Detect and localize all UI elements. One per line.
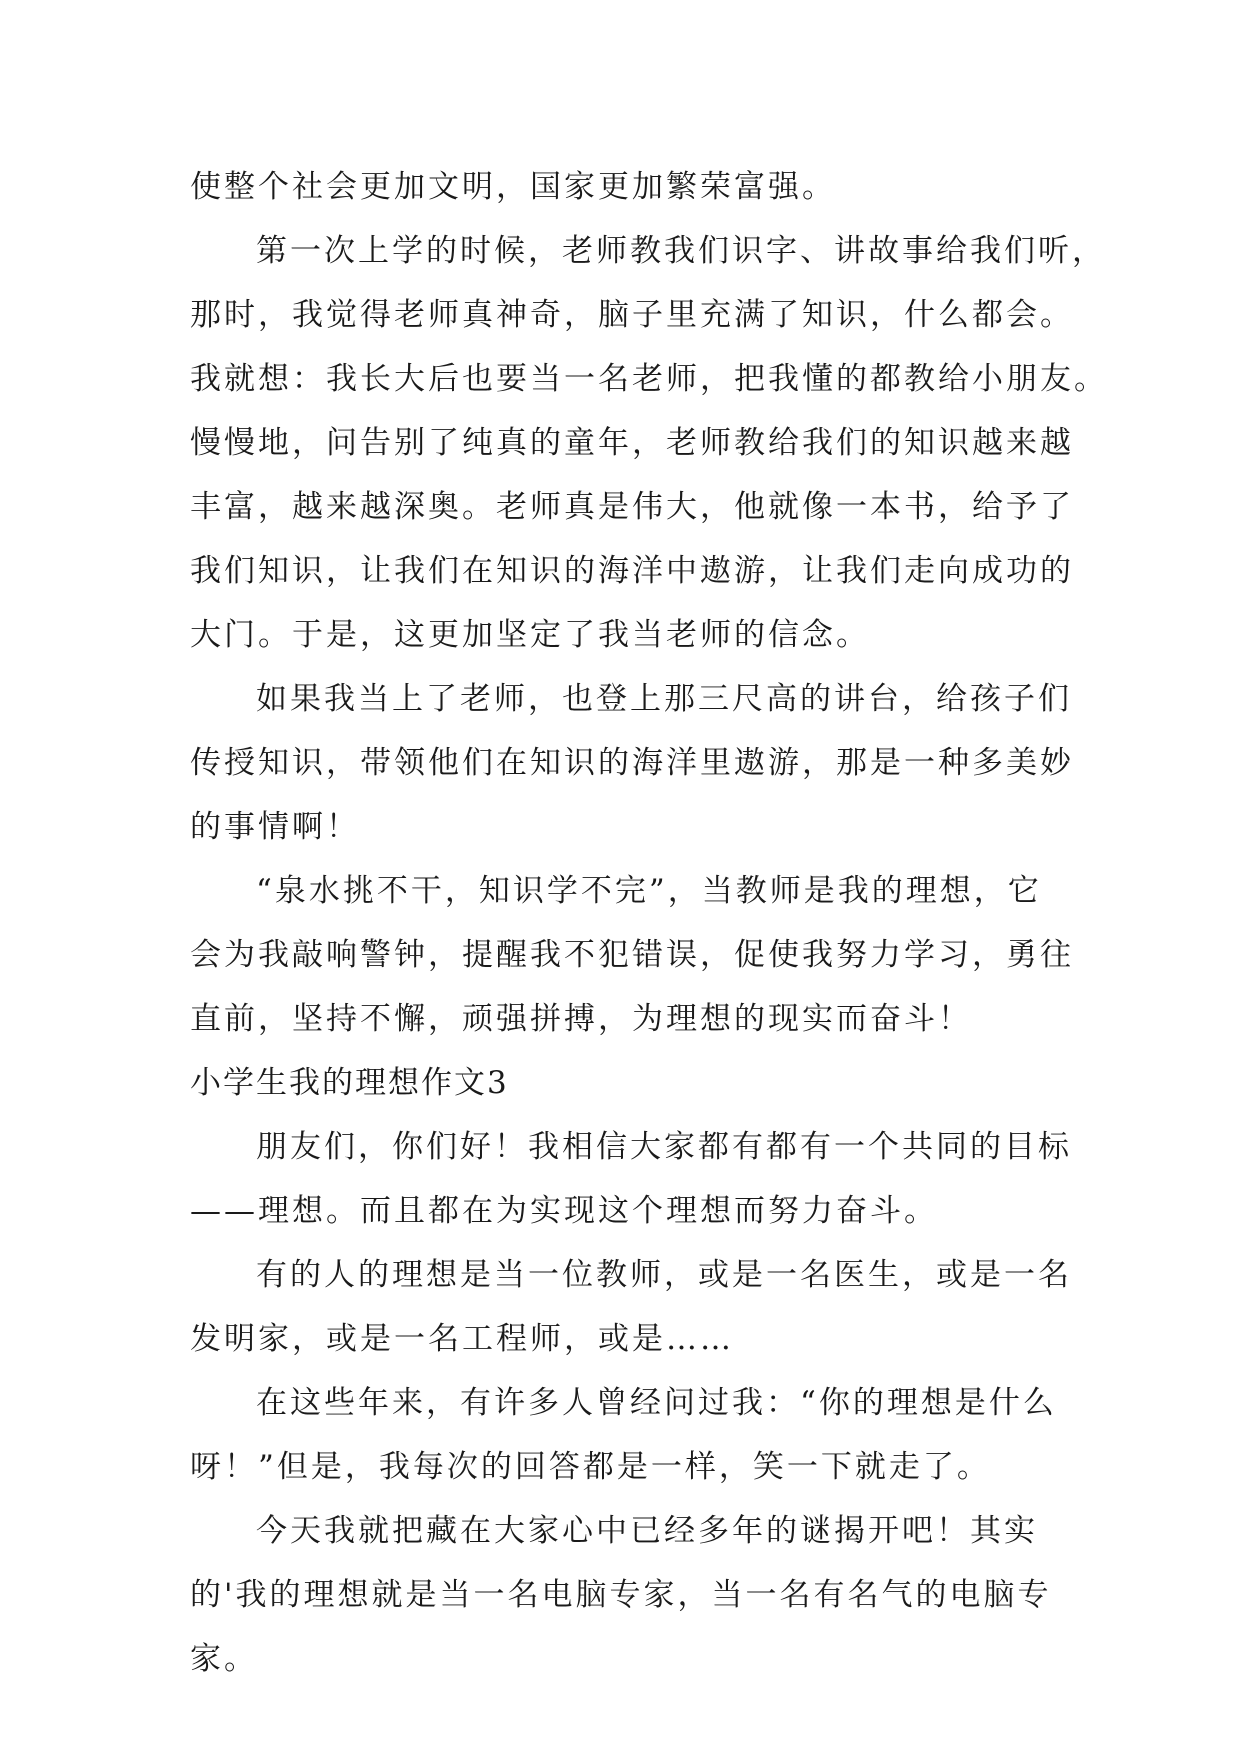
text-line: 我就想：我长大后也要当一名老师，把我懂的都教给小朋友。 [190, 361, 1108, 397]
text-line: 朋友们，你们好！我相信大家都有都有一个共同的目标 [256, 1129, 1072, 1165]
text-line: “泉水挑不干，知识学不完”，当教师是我的理想，它 [256, 873, 1042, 909]
text-line: 会为我敲响警钟，提醒我不犯错误，促使我努力学习，勇往 [190, 937, 1074, 973]
text-line: 传授知识，带领他们在知识的海洋里遨游，那是一种多美妙 [190, 745, 1074, 781]
text-line: 第一次上学的时候，老师教我们识字、讲故事给我们听， [256, 233, 1106, 269]
text-line: 家。 [190, 1641, 258, 1677]
text-line: 我们知识，让我们在知识的海洋中遨游，让我们走向成功的 [190, 553, 1074, 589]
document-body [190, 155, 1108, 1691]
section-heading: 小学生我的理想作文3 [190, 1065, 509, 1101]
text-line: 的'我的理想就是当一名电脑专家，当一名有名气的电脑专 [190, 1577, 1052, 1613]
text-line: 的事情啊！ [190, 809, 360, 845]
text-line: 使整个社会更加文明，国家更加繁荣富强。 [190, 169, 836, 205]
text-line: 直前，坚持不懈，顽强拼搏，为理想的现实而奋斗！ [190, 1001, 972, 1037]
text-line: 在这些年来，有许多人曾经问过我：“你的理想是什么 [256, 1385, 1057, 1421]
text-line: ——理想。而且都在为实现这个理想而努力奋斗。 [190, 1193, 938, 1229]
text-line: 呀！”但是，我每次的回答都是一样，笑一下就走了。 [190, 1449, 991, 1485]
text-line: 今天我就把藏在大家心中已经多年的谜揭开吧！其实 [256, 1513, 1038, 1549]
text-line: 丰富，越来越深奥。老师真是伟大，他就像一本书，给予了 [190, 489, 1074, 525]
text-line: 那时，我觉得老师真神奇，脑子里充满了知识，什么都会。 [190, 297, 1074, 333]
text-line: 如果我当上了老师，也登上那三尺高的讲台，给孩子们 [256, 681, 1072, 717]
text-line: 大门。于是，这更加坚定了我当老师的信念。 [190, 617, 870, 653]
text-line: 慢慢地，问告别了纯真的童年，老师教给我们的知识越来越 [190, 425, 1074, 461]
text-line: 有的人的理想是当一位教师，或是一名医生，或是一名 [256, 1257, 1072, 1293]
text-line: 发明家，或是一名工程师，或是…… [190, 1321, 734, 1357]
